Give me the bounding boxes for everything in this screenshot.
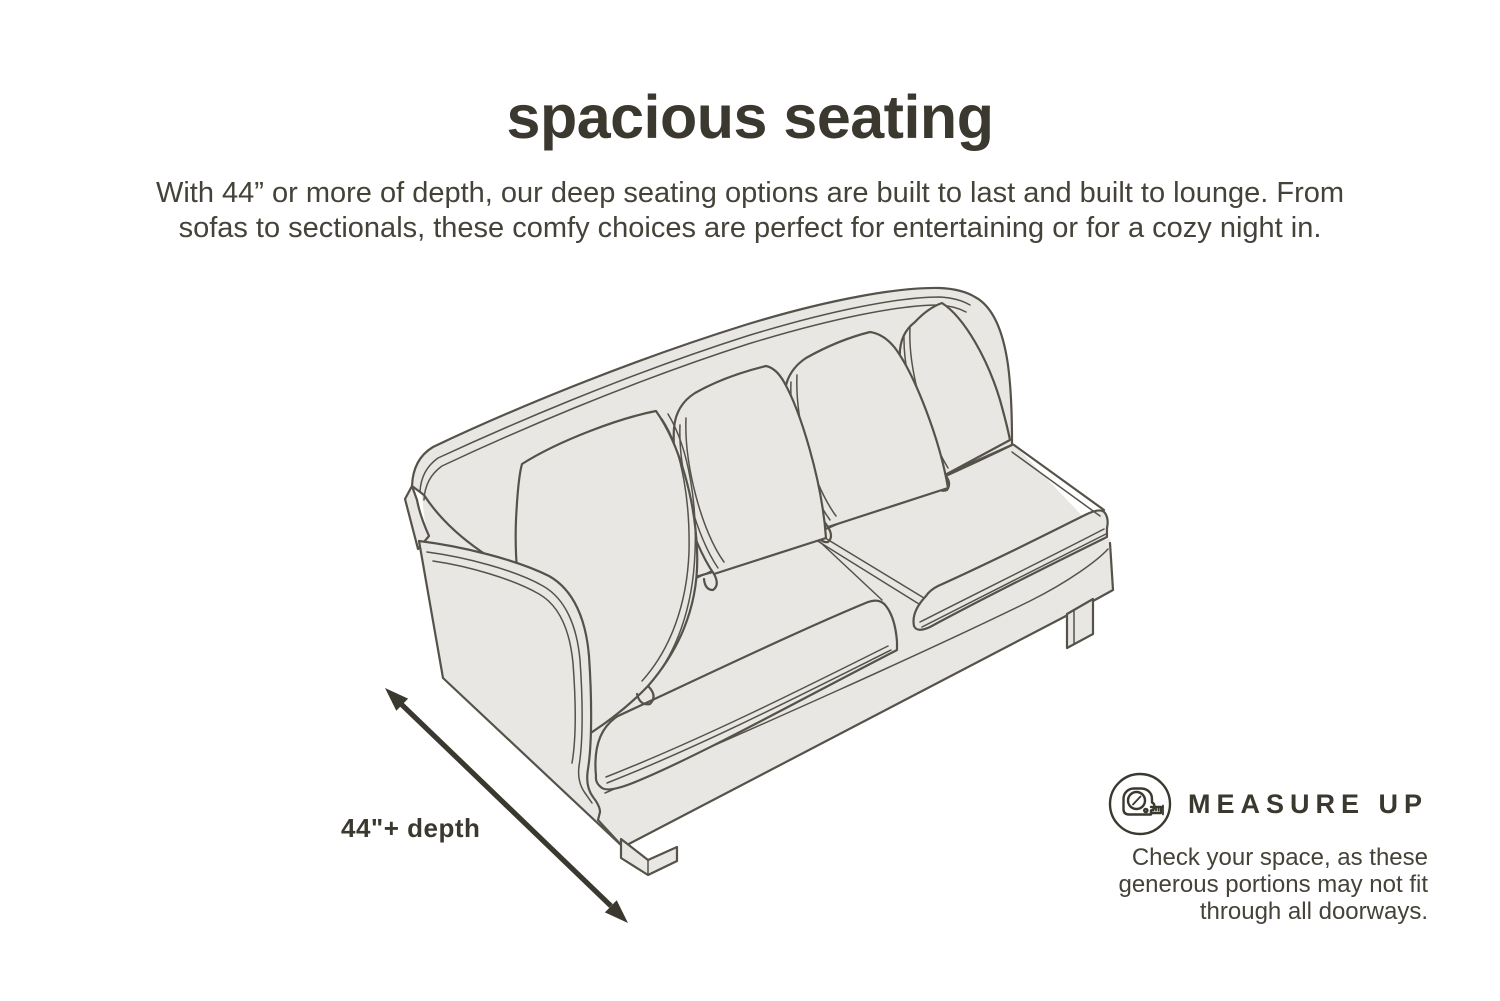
measure-up-text-line-2: generous portions may not fit bbox=[1118, 871, 1428, 898]
measure-up-header bbox=[1107, 771, 1428, 837]
measure-up-text bbox=[1107, 844, 1428, 925]
intro-line-1: With 44” or more of depth, our deep seating options are built to last and built to lounge. From bbox=[155, 177, 1345, 209]
intro-line-2: sofas to sectionals, these comfy choices are perfect for entertaining or for a cozy night in. bbox=[178, 212, 1322, 244]
tape-measure-icon bbox=[1107, 771, 1173, 837]
measure-up-text-line-3: through all doorways. bbox=[1199, 898, 1428, 925]
depth-dimension-label: 44"+ depth bbox=[341, 813, 481, 843]
measure-up-callout bbox=[1107, 771, 1428, 925]
page-title: spacious seating bbox=[506, 83, 994, 151]
measure-up-text-line-1: Check your space, as these bbox=[1131, 844, 1428, 871]
measure-up-heading: MEASURE UP bbox=[1187, 788, 1428, 819]
